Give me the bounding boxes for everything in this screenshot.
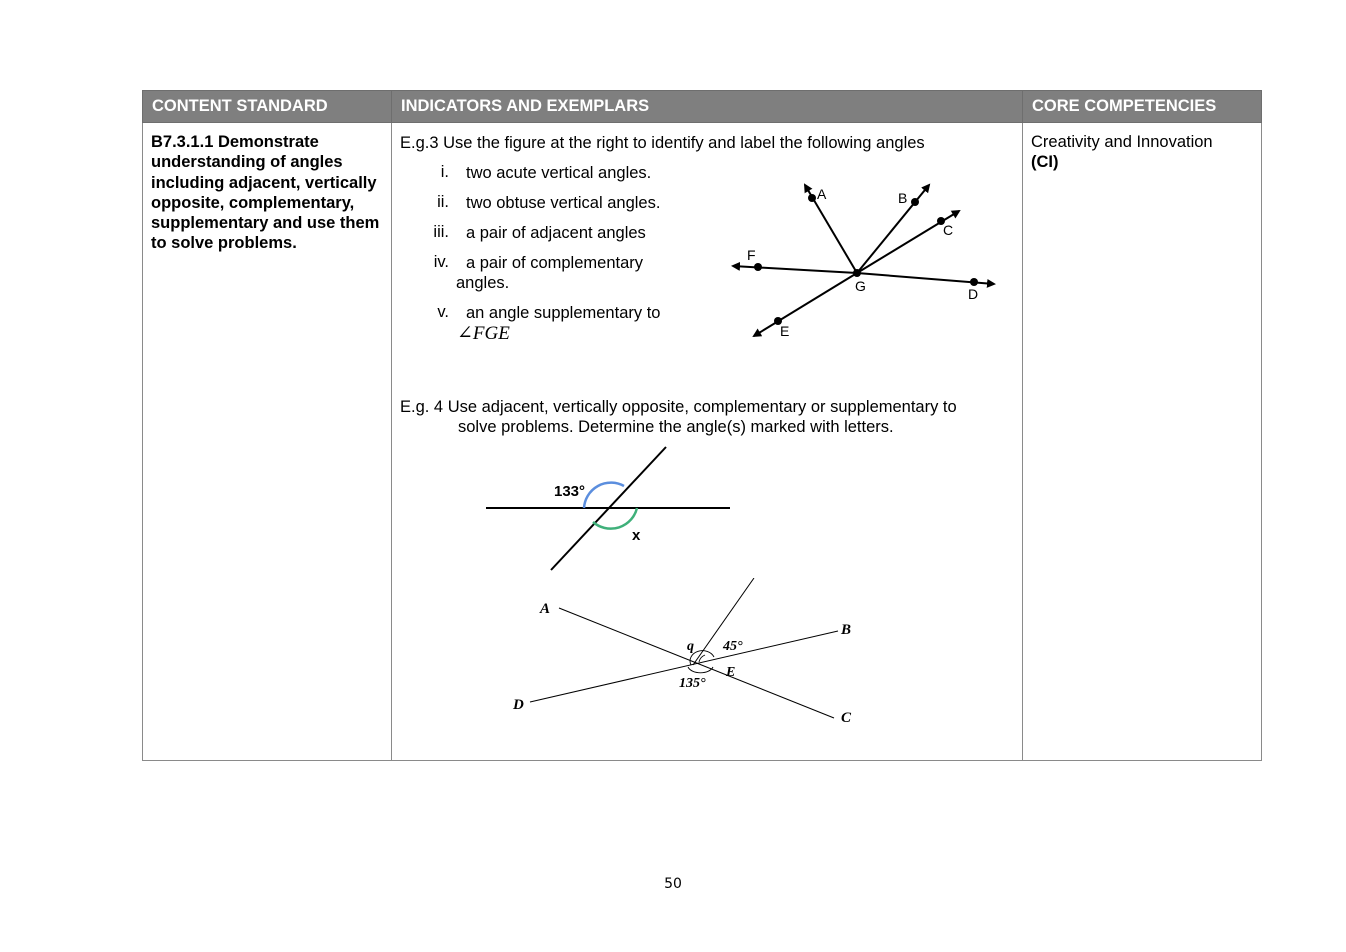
competency-name: Creativity and Innovation	[1031, 133, 1213, 151]
competency-text	[1023, 123, 1261, 173]
eg3-item-4-num: iv.	[433, 253, 449, 271]
label-b2: B	[841, 622, 852, 638]
label-45: 45°	[723, 639, 743, 654]
ray-ge	[754, 273, 857, 336]
label-q: q	[687, 639, 694, 654]
content-standard-cell	[143, 123, 392, 761]
label-d: D	[968, 286, 979, 302]
eg3-item-2-num: ii.	[437, 193, 449, 211]
point-b	[911, 198, 919, 206]
point-a	[808, 194, 816, 202]
header-indicators: INDICATORS AND EXEMPLARS	[392, 91, 1023, 123]
eg3-item-5: an angle supplementary to	[466, 304, 661, 322]
content-standard-text: B7.3.1.1 Demonstrate understanding of angles including adjacent, vertically opposite, complementary, supplementary and use them to solve problems.	[151, 133, 380, 253]
eg3-item-1: two acute vertical angles.	[466, 164, 652, 182]
intersecting-lines-figure	[482, 445, 742, 575]
ray-gf	[733, 266, 857, 273]
label-a2: A	[540, 601, 551, 617]
label-a: A	[817, 186, 827, 202]
header-core-competencies: CORE COMPETENCIES	[1023, 91, 1262, 123]
label-g: G	[855, 278, 866, 294]
label-e: E	[780, 323, 790, 339]
header-content-standard: CONTENT STANDARD	[143, 91, 392, 123]
eg4-line2: solve problems. Determine the angle(s) marked with letters.	[458, 418, 894, 436]
eg3-item-3-num: iii.	[433, 223, 449, 241]
lines-abcde-figure	[502, 578, 862, 728]
label-x: x	[632, 527, 641, 544]
label-c: C	[943, 222, 954, 238]
eg3-item-3: a pair of adjacent angles	[466, 224, 646, 242]
eg3-item-2: two obtuse vertical angles.	[466, 194, 661, 212]
label-133: 133°	[554, 483, 586, 500]
ray-gb	[857, 185, 929, 273]
eg4-line1: E.g. 4 Use adjacent, vertically opposite, complementary or supplementary to	[400, 398, 957, 416]
label-c2: C	[841, 710, 852, 726]
point-g	[853, 269, 861, 277]
label-e2: E	[726, 665, 736, 680]
page-number: 50	[664, 876, 682, 892]
arc-45	[699, 655, 705, 662]
label-b: B	[898, 190, 908, 206]
point-f	[754, 263, 762, 271]
eg3-item-1-num: i.	[440, 163, 449, 181]
eg3-item-4: a pair of complementary	[466, 254, 643, 272]
curriculum-table	[142, 90, 1262, 761]
header-row	[143, 91, 1262, 123]
competency-code: (CI)	[1031, 153, 1059, 172]
indicators-cell	[392, 123, 1023, 761]
label-f: F	[747, 247, 756, 263]
competencies-cell	[1023, 123, 1262, 761]
eg3-intro: E.g.3 Use the figure at the right to identify and label the following angles	[400, 134, 925, 152]
point-d	[970, 278, 978, 286]
label-135: 135°	[679, 676, 706, 691]
label-d2: D	[513, 697, 524, 713]
arc-133	[584, 483, 624, 508]
eg3-item-5-num: v.	[437, 303, 449, 321]
eg3-item-5-angle: ∠FGE	[457, 323, 510, 344]
eg3-item-4-cont: angles.	[456, 274, 510, 292]
table-row	[143, 123, 1262, 761]
line-db	[530, 631, 838, 702]
line-ac	[559, 608, 834, 718]
angle-rays-figure	[722, 173, 1002, 343]
